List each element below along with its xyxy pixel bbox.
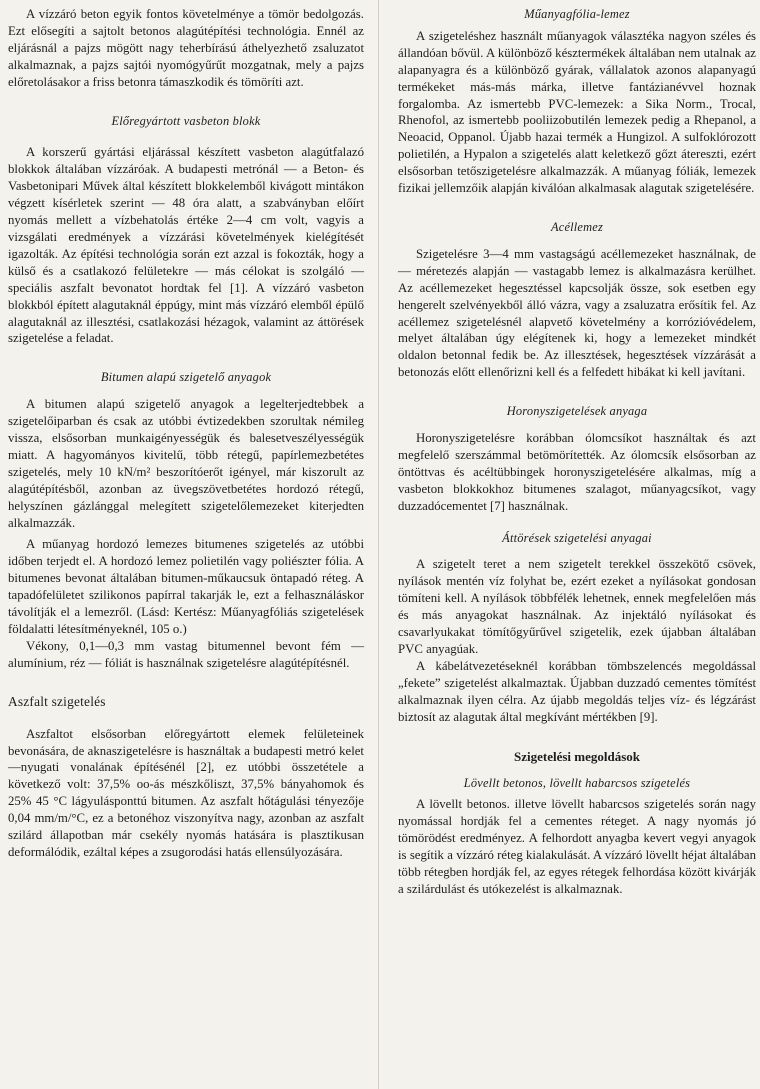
paragraph: A lövellt betonos. illetve lövellt habarcsos szigetelés során nagy nyomással hordják fel a cementes réteget. A nagy nyomás jó tömörödést eredményez. A felhordott anyagba kevert vegyi anyagok is segítik a vízzáró réteg kialakulását. A vízzáró lövellt héjat általában több rétegben hordják fel, az egyes rétegek felhordása között kivárják a szilárdulást és utókezelést is alkalmaznak. <box>398 797 756 896</box>
section-heading: Áttörések szigetelési anyagai <box>502 530 652 545</box>
paragraph: A szigetelt teret a nem szigetelt terekkel összekötő csövek, nyílások mentén víz folyhat be, ezért ezeket a nyílásokat gondosan tömíteni kell. A nyílások többfélék lehetnek, ennek megfelelően más és más anyagokat használnak. Az injektáló nyílásokat és csavarlyukakat tömítőgyűrűvel szigetelik, ezek újabban általában PVC anyagúak. <box>398 557 756 656</box>
section-heading: Acéllemez <box>550 219 604 234</box>
right-column <box>398 6 756 898</box>
left-column <box>8 6 364 861</box>
column-divider <box>378 0 379 1089</box>
paragraph: A korszerű gyártási eljárással készített vasbeton alagútfalazó blokkok általában vízzáróak. A budapesti metrónál — a Beton- és Vasbetonipari Művek által készített blokkelemből kivágott mintákon végzett kísérletek szerint — 48 óra alatt, a szabványban előírt nyomás mellett a vízbehatolás értéke 2—4 cm volt, vagyis a vizsgálati eredmények a vízzárási követelmények kielégítését igazolták. Az építési technológia során ezt azzal is fokozták, hogy a külső és a csatlakozó felületekre — más célokat is szolgáló — speciális aszfalt bevonatot hordtak fel [1]. A vízzáró vasbeton blokkból épített alagutaknál éppúgy, mint más vízzáró elemből épülő alagutaknál az illesztési, csatlakozási hézagok, valamint az áttörések szigetelése a feladat. <box>8 145 364 346</box>
paragraph: Vékony, 0,1—0,3 mm vastag bitumennel bevont fém — alumínium, réz — fóliát is használnak szigetelésre alagútépítésnél. <box>8 638 364 670</box>
paragraph: A műanyag hordozó lemezes bitumenes szigetelés az utóbbi időben terjedt el. A hordozó lemez polietilén vagy poliészter fólia. A bitumenes bevonat általában bitumen-műkaucsuk öntapadó réteg. A tapadófelületet szilikonos papírral takarják le, ezt a felhasználáskor távolítják el a lemezről. (Lásd: Kertész: Műanyagfóliás szigetelések földalatti létesítményeknél, 105 o.) <box>8 537 364 636</box>
paragraph: Aszfaltot elsősorban előregyártott elemek felületeinek bevonására, de aknaszigetelésre is használtak a budapesti metró kelet—nyugati vonalának építésénél [2], ez utóbbi összetétele a következő volt: 37,5% oo-ás mészkőliszt, 37,5% bányahomok és 25% 45 °C lágyulásponttú bitumen. Az aszfalt hőtágulási tényezője 0,04 mm/m/°C, ez a betonéhoz viszonyítva nagy, azonban az aszfalt szilárd állapotban már csekély nyomás hatására is plasztikusan deformálódik, ezáltal képes a zsugorodási hatás ellensúlyozására. <box>8 726 364 859</box>
paragraph: A bitumen alapú szigetelő anyagok a legelterjedtebbek a szigetelőiparban és csak az utóbbi évtizedekben szorultak némileg vissza, elsősorban munkaigényességük és balesetveszélyességük miatt. A hagyományos kivitelű, több rétegű, papírlemezbetétes szigetelés, mely 10 kN/m² beszorítóerőt igényel, már kiszorult az alagútépítésből, azonban az üvegszövetbetétes hordozó rétegű, helyszínen gázlánggal melegített szigetelőlemezeket kiterjedten alkalmazzák. <box>8 397 364 530</box>
section-heading: Lövellt betonos, lövellt habarcsos szigetelés <box>463 775 691 790</box>
section-heading: Bitumen alapú szigetelő anyagok <box>100 370 272 385</box>
chapter-heading: Szigetelési megoldások <box>513 748 640 764</box>
section-heading: Horonyszigetelések anyaga <box>506 404 648 419</box>
section-heading: Műanyagfólia-lemez <box>524 7 630 21</box>
section-heading: Aszfalt szigetelés <box>8 693 106 709</box>
paragraph: A vízzáró beton egyik fontos követelménye a tömör bedolgozás. Ezt elősegíti a sajtolt betonos alagútépítési technológia. Ennél az eljárásnál a pajzs mögött nagy teherbírású áthelyezhető zsaluzatot alkalmaznak, a pajzs sajtói nyomógyűrűt mozgatnak, mely a pajzs előretolásakor a friss betonra támaszkodik és tömöríti azt. <box>8 7 364 89</box>
paragraph: A kábelátvezetéseknél korábban tömbszelencés megoldással „fekete” szigetelést alkalmaztak. Újabban duzzadó cementes tömítést alkalmaznak ilyen célra. Az újabb megoldás teljes víz- és légzárást biztosít az alagutak által megkívánt mértékben [9]. <box>398 658 756 724</box>
paragraph: A szigeteléshez használt műanyagok választéka nagyon széles és állandóan bővül. A különböző késztermékek általában nem utalnak az alapanyagra és a különböző gyárak, vállalatok azonos alapanyagú termékeket más-más márka, illetve fantázianévvel hoznak forgalomba. Az ismertebb PVC-lemezek: a Sika Norm., Trocal, Rhenofol, az ismertebb pooliizobutilén lemezek pedig a Rhepanol, a Neoacid, Oppanol. Újabb hazai termék a Hungizol. A sulfoklórozott polietilén, a Hypalon a szigetelés alatt keletkező gőzt átereszti, ezért elsősorban tetőszigetelésre alkalmazzák. A műanyag fóliák, lemezek fizikai jellemzőik alapján kiválóan alkalmasak alagutak szigetelésére. <box>398 28 756 196</box>
paragraph: Szigetelésre 3—4 mm vastagságú acéllemezeket használnak, de — méretezés alapján — vastagabb lemez is alkalmazásra kerülhet. Az acéllemezeket hegesztéssel kapcsolják össze, sok esetben egy hengerelt szelvényekből álló vázra, vagy a zsaluzatra erősítik fel. Az acéllemez szigetelésnél alapvető követelmény a korrózióvédelem, melyet általában úgy elégítenek ki, hogy a lemezeket mindkét oldalon betonnal fedik be. Az illesztések, hegesztések vízzárását a betonozás előtt ellenőrizni kell és a felfedett hibákat ki kell javítani. <box>398 246 756 380</box>
section-heading: Előregyártott vasbeton blokk <box>111 113 261 128</box>
paragraph: Horonyszigetelésre korábban ólomcsíkot használtak és azt megfelelő szerszámmal betömörítették. Az ólomcsík elsősorban az öntöttvas és acéltübbingek horonyszigetelésére alkalmas, míg a vasbeton blokkokhoz bitumenes szalagot, műanyagcsíkot, vagy duzzadócementet [7] használnak. <box>398 431 756 513</box>
